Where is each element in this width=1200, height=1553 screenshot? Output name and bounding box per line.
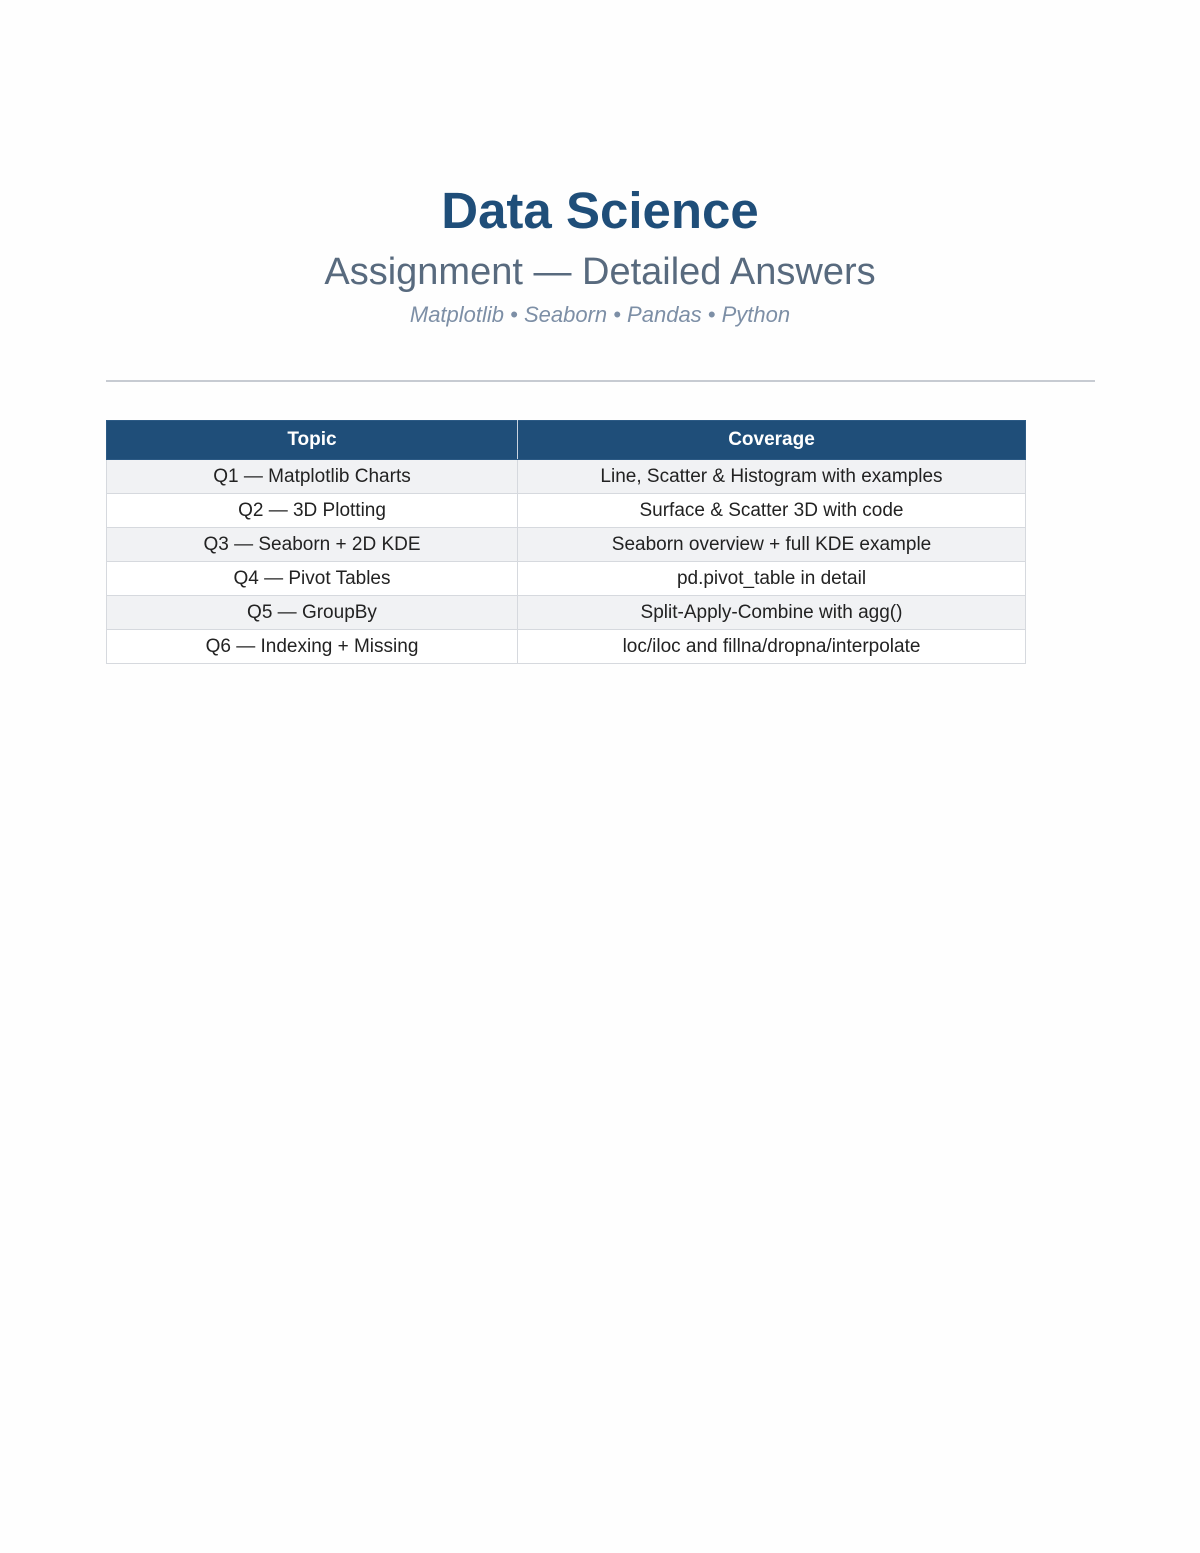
table-row <box>107 630 1026 664</box>
table-row <box>107 460 1026 494</box>
table-cell-topic: Q4 — Pivot Tables <box>107 562 518 596</box>
table-cell-coverage: Split-Apply-Combine with agg() <box>518 596 1026 630</box>
table-cell-coverage: Seaborn overview + full KDE example <box>518 528 1026 562</box>
column-header-topic: Topic <box>107 421 518 460</box>
horizontal-divider <box>106 380 1095 382</box>
table-header-row <box>107 421 1026 460</box>
table-row <box>107 528 1026 562</box>
column-header-coverage: Coverage <box>518 421 1026 460</box>
table-cell-topic: Q5 — GroupBy <box>107 596 518 630</box>
table-cell-coverage: loc/iloc and fillna/dropna/interpolate <box>518 630 1026 664</box>
table-cell-topic: Q1 — Matplotlib Charts <box>107 460 518 494</box>
topics-table <box>106 420 1026 664</box>
document-title: Data Science <box>441 182 759 239</box>
table-cell-coverage: Line, Scatter & Histogram with examples <box>518 460 1026 494</box>
table-row <box>107 494 1026 528</box>
table-cell-topic: Q3 — Seaborn + 2D KDE <box>107 528 518 562</box>
table-row <box>107 562 1026 596</box>
document-tagline: Matplotlib • Seaborn • Pandas • Python <box>409 302 791 327</box>
document-subtitle: Assignment — Detailed Answers <box>324 251 876 293</box>
table-cell-topic: Q6 — Indexing + Missing <box>107 630 518 664</box>
table-cell-topic: Q2 — 3D Plotting <box>107 494 518 528</box>
table-row <box>107 596 1026 630</box>
table-cell-coverage: Surface & Scatter 3D with code <box>518 494 1026 528</box>
table-cell-coverage: pd.pivot_table in detail <box>518 562 1026 596</box>
